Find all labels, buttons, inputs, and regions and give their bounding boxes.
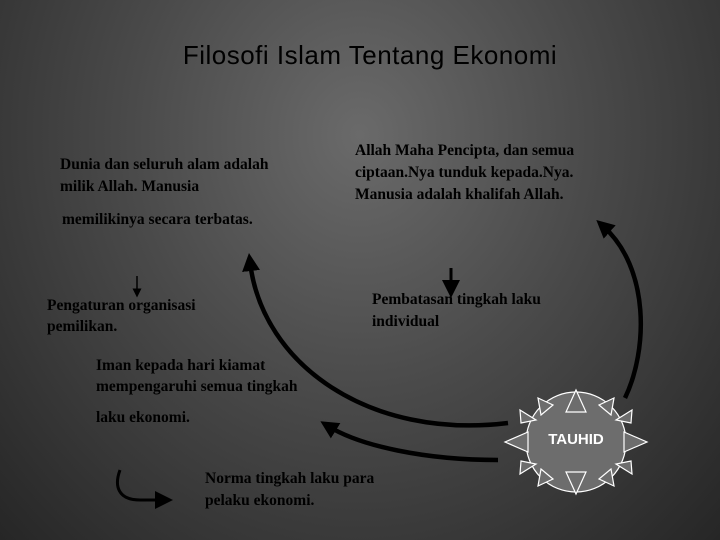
curved-arrow-right-icon [603, 226, 641, 398]
creator-text-line3: Manusia adalah khalifah Allah. [355, 186, 564, 203]
judgment-day-line2: mempengaruhi semua tingkah [96, 378, 298, 395]
ownership-text-line1: Dunia dan seluruh alam adalah [60, 156, 269, 173]
judgment-day-line1: Iman kepada hari kiamat [96, 357, 266, 374]
small-return-arrow-icon [117, 470, 164, 500]
judgment-day-line3: laku ekonomi. [96, 409, 190, 426]
ownership-organization-line2: pemilikan. [47, 318, 118, 335]
tauhid-label: TAUHID [548, 431, 604, 448]
curved-arrow-bottom-icon [328, 426, 498, 460]
behavior-norm-line1: Norma tingkah laku para [205, 470, 375, 487]
behavior-limit-line1: Pembatasan tingkah laku [372, 291, 541, 308]
curved-arrow-left-icon [250, 262, 508, 425]
creator-text-line2: ciptaan.Nya tunduk kepada.Nya. [355, 164, 574, 181]
slide-title: Filosofi Islam Tentang Ekonomi [182, 40, 558, 70]
ownership-text-line3: memilikinya secara terbatas. [62, 211, 253, 228]
behavior-norm-line2: pelaku ekonomi. [205, 492, 315, 509]
ownership-text-line2: milik Allah. Manusia [60, 178, 200, 195]
behavior-limit-line2: individual [372, 313, 440, 330]
creator-text-line1: Allah Maha Pencipta, dan semua [355, 142, 575, 159]
ownership-organization-line1: Pengaturan organisasi [47, 297, 196, 314]
